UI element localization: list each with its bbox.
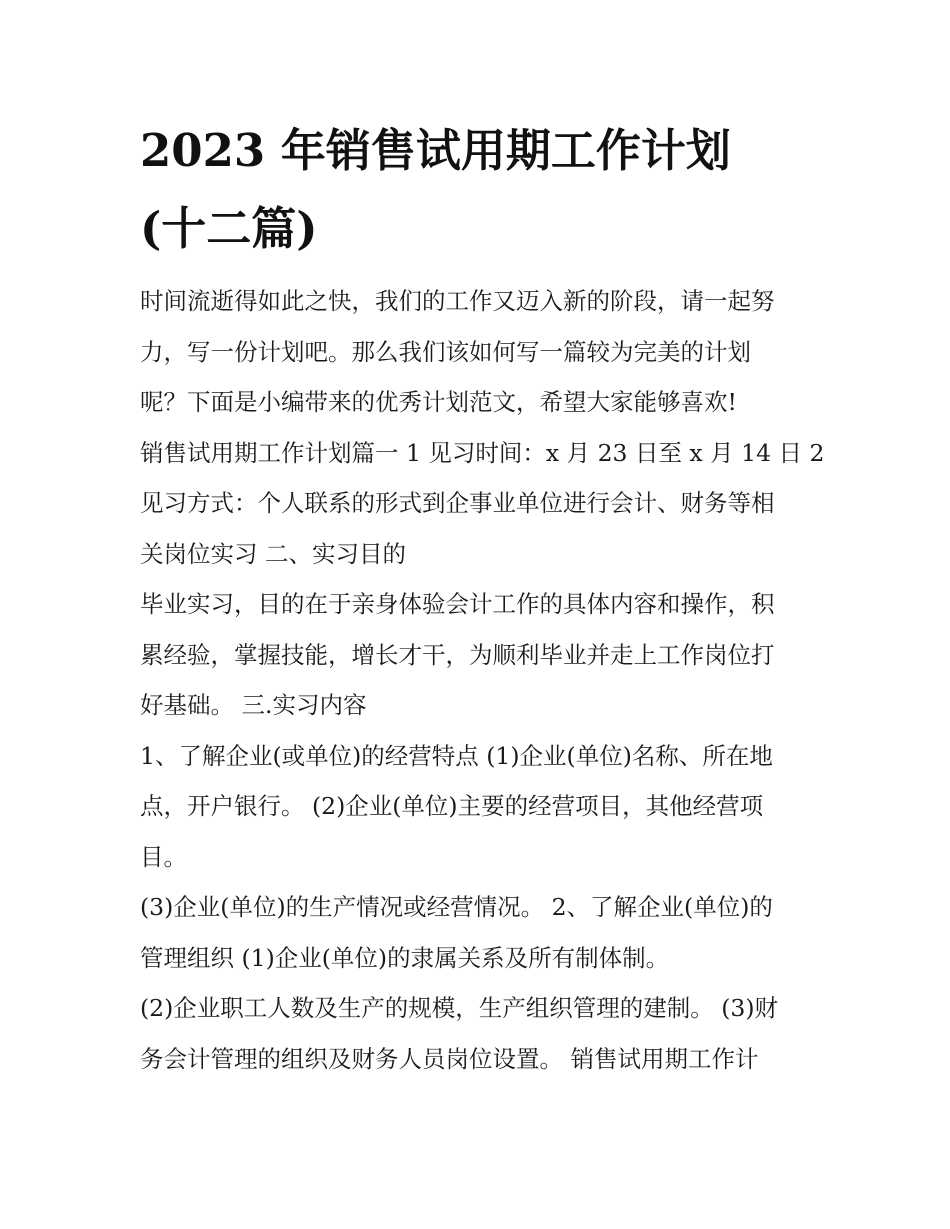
document-title [140, 112, 820, 268]
text-line-14: 管理组织 (1)企业(单位)的隶属关系及所有制体制。 [140, 943, 670, 972]
title-line-1: 2023 年销售试用期工作计划 [140, 124, 731, 177]
text-line-4: 销售试用期工作计划篇一 1 见习时间：x 月 23 日至 x 月 14 日 2 [140, 438, 825, 467]
text-line-13: (3)企业(单位)的生产情况或经营情况。 2、了解企业(单位)的 [140, 893, 773, 921]
text-line-6: 关岗位实习 二、实习目的 [140, 539, 406, 568]
text-line-12: 目。 [140, 842, 187, 871]
text-line-7: 毕业实习，目的在于亲身体验会计工作的具体内容和操作，积 [140, 590, 775, 618]
title-line-2: (十二篇) [140, 202, 318, 255]
document-body [140, 276, 825, 1084]
text-line-9: 好基础。 三.实习内容 [140, 691, 367, 719]
text-line-11: 点，开户银行。 (2)企业(单位)主要的经营项目，其他经营项 [140, 792, 764, 820]
text-line-3: 呢？下面是小编带来的优秀计划范文，希望大家能够喜欢! [140, 388, 737, 416]
text-line-2: 力，写一份计划吧。那么我们该如何写一篇较为完美的计划 [140, 337, 751, 366]
text-line-5: 见习方式：个人联系的形式到企事业单位进行会计、财务等相 [140, 489, 775, 517]
text-line-16: 务会计管理的组织及财务人员岗位设置。 销售试用期工作计 [140, 1044, 759, 1073]
text-line-10: 1、了解企业(或单位)的经营特点 (1)企业(单位)名称、所在地 [140, 741, 773, 770]
text-line-15: (2)企业职工人数及生产的规模，生产组织管理的建制。 (3)财 [140, 994, 779, 1022]
text-line-1: 时间流逝得如此之快，我们的工作又迈入新的阶段，请一起努 [140, 287, 775, 315]
text-line-8: 累经验，掌握技能，增长才干，为顺利毕业并走上工作岗位打 [140, 640, 775, 669]
